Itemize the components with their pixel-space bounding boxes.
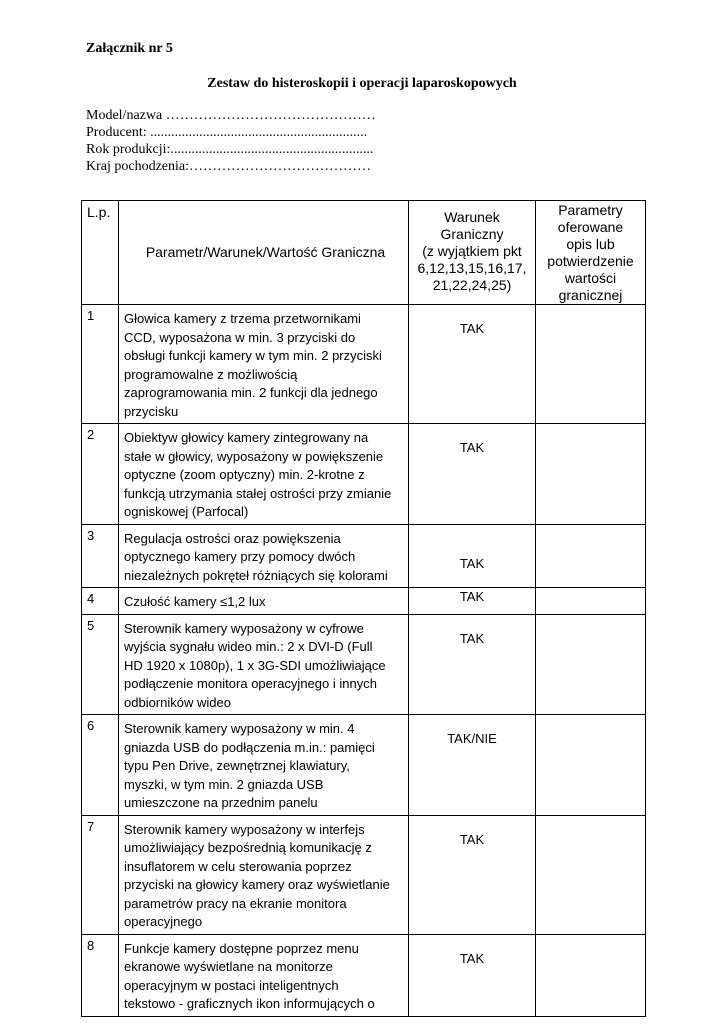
country-of-origin-field: Kraj pochodzenia:………………………………… (86, 159, 372, 174)
parameter-line: operacyjnego (124, 914, 203, 929)
model-name-field: Model/nazwa ……………………………………… (86, 108, 376, 123)
parameter-line: optycznego kamery przy pomocy dwóch (124, 549, 356, 564)
condition-value: TAK (459, 589, 485, 604)
table-row (82, 424, 646, 525)
row-parameter (119, 588, 409, 615)
header-condition-line: Warunek (444, 209, 500, 225)
parameter-line: funkcją utrzymania stałej ostrości przy zmianie (124, 485, 392, 501)
parameter-line: Głowica kamery z trzema przetwornikami (124, 311, 361, 326)
parameter-line: CCD, wyposażona w min. 3 przyciski do (124, 329, 356, 345)
condition-value: TAK/NIE (447, 731, 497, 746)
header-offered-line: potwierdzenie (547, 253, 634, 269)
row-parameter (119, 424, 409, 525)
table-row (82, 305, 646, 424)
row-number: 7 (82, 815, 119, 934)
header-condition-line: Graniczny (440, 226, 504, 242)
parameter-line: obsługi funkcji kamery w tym min. 2 przyciski (124, 348, 382, 363)
row-parameter (119, 305, 409, 424)
table-row (82, 934, 646, 1016)
annex-title: Załącznik nr 5 (86, 41, 173, 56)
producer-field: Producent: .............................................................. (86, 125, 368, 140)
spec-table (81, 200, 646, 1017)
parameter-line: myszki, w tym min. 2 gniazda USB (124, 776, 324, 792)
header-parameter: Parametr/Warunek/Wartość Graniczna (119, 201, 409, 305)
parameter-line: gniazda USB do podłączenia m.in.: pamięci (124, 739, 375, 755)
row-parameter (119, 614, 409, 715)
row-offered-value[interactable] (536, 588, 646, 615)
parameter-line: zaprogramowania min. 2 funkcji dla jednego (124, 385, 378, 400)
row-parameter (119, 934, 409, 1016)
parameter-line: ekranowe wyświetlane na monitorze (124, 959, 333, 974)
row-offered-value[interactable] (536, 715, 646, 816)
parameter-line: Sterownik kamery wyposażony w min. 4 (124, 721, 355, 736)
parameter-line: parametrów pracy na ekranie monitora (124, 895, 347, 911)
condition-value: TAK (459, 440, 485, 455)
parameter-line: HD 1920 x 1080p), 1 x 3G-SDI umożliwiające (124, 657, 386, 673)
parameter-line: ogniskowej (Parfocal) (124, 504, 249, 519)
row-condition (409, 614, 536, 715)
row-condition (409, 305, 536, 424)
table-header-row (82, 201, 646, 305)
row-number: 8 (82, 934, 119, 1016)
row-parameter (119, 524, 409, 588)
header-condition-line: (z wyjątkiem pkt (422, 243, 522, 259)
header-offered-line: opis lub (566, 236, 615, 252)
header-offered (536, 201, 646, 305)
row-parameter (119, 815, 409, 934)
parameter-line: niezależnych pokręteł różniących się kolorami (124, 567, 388, 583)
parameter-line: umożliwiający bezpośrednią komunikację z (124, 840, 372, 855)
row-offered-value[interactable] (536, 424, 646, 525)
row-condition (409, 815, 536, 934)
row-condition (409, 934, 536, 1016)
condition-value: TAK (459, 950, 485, 966)
parameter-line: Sterownik kamery wyposażony w cyfrowe (124, 620, 364, 636)
condition-value: TAK (459, 831, 485, 847)
row-offered-value[interactable] (536, 305, 646, 424)
row-condition (409, 424, 536, 525)
parameter-line: podłączenie monitora operacyjnego i innych (124, 676, 377, 691)
row-number: 3 (82, 524, 119, 588)
parameter-line: typu Pen Drive, zewnętrznej klawiatury, (124, 758, 350, 773)
header-condition (409, 201, 536, 305)
row-offered-value[interactable] (536, 614, 646, 715)
row-number: 6 (82, 715, 119, 816)
parameter-line: Sterownik kamery wyposażony w interfejs (124, 821, 365, 837)
row-number: 4 (82, 588, 119, 615)
parameter-line: operacyjnym w postaci inteligentnych (124, 977, 339, 993)
header-offered-line: oferowane (557, 219, 624, 235)
parameter-line: Funkcje kamery dostępne poprzez menu (124, 940, 359, 956)
parameter-line: wyjścia sygnału wideo min.: 2 x DVI-D (Full (124, 639, 373, 654)
parameter-line: Obiektyw głowicy kamery zintegrowany na (124, 430, 369, 445)
parameter-line: stałe w głowicy, wyposażony w powiększenie (124, 448, 384, 464)
row-condition (409, 524, 536, 588)
table-row (82, 815, 646, 934)
header-condition-line: 6,12,13,15,16,17, (417, 260, 527, 276)
header-offered-line: Parametry (558, 202, 623, 218)
parameter-line: optyczne (zoom optyczny) min. 2-krotne z (124, 467, 365, 482)
table-row (82, 524, 646, 588)
row-condition (409, 588, 536, 615)
document-title: Zestaw do histeroskopii i operacji laparoskopowych (207, 76, 517, 91)
production-year-field: Rok produkcji:.......................................................... (86, 142, 374, 157)
parameter-line: odbiorników wideo (124, 694, 231, 710)
condition-value: TAK (459, 321, 485, 336)
row-number: 1 (82, 305, 119, 424)
table-row (82, 588, 646, 615)
meta-fields (86, 107, 376, 175)
header-offered-line: granicznej (558, 287, 623, 303)
parameter-line: przycisku (124, 403, 179, 419)
header-condition-line: 21,22,24,25) (432, 277, 512, 293)
condition-value: TAK (459, 630, 485, 646)
table-row (82, 614, 646, 715)
condition-value: TAK (459, 555, 485, 571)
row-number: 2 (82, 424, 119, 525)
parameter-line: przyciski na głowicy kamery oraz wyświetlanie (124, 877, 390, 892)
row-offered-value[interactable] (536, 934, 646, 1016)
header-lp: L.p. (82, 201, 119, 305)
header-offered-line: wartości (564, 270, 617, 286)
parameter-line: Czułość kamery ≤1,2 lux (124, 594, 266, 609)
row-number: 5 (82, 614, 119, 715)
parameter-line: insuflatorem w celu sterowania poprzez (124, 858, 352, 874)
row-condition (409, 715, 536, 816)
parameter-line: programowalne z możliwością (124, 366, 298, 382)
row-offered-value[interactable] (536, 524, 646, 588)
row-offered-value[interactable] (536, 815, 646, 934)
table-row (82, 715, 646, 816)
parameter-line: umieszczone na przednim panelu (124, 795, 318, 810)
row-parameter (119, 715, 409, 816)
parameter-line: Regulacja ostrości oraz powiększenia (124, 530, 341, 546)
parameter-line: tekstowo - graficznych ikon informujących o (124, 996, 375, 1011)
